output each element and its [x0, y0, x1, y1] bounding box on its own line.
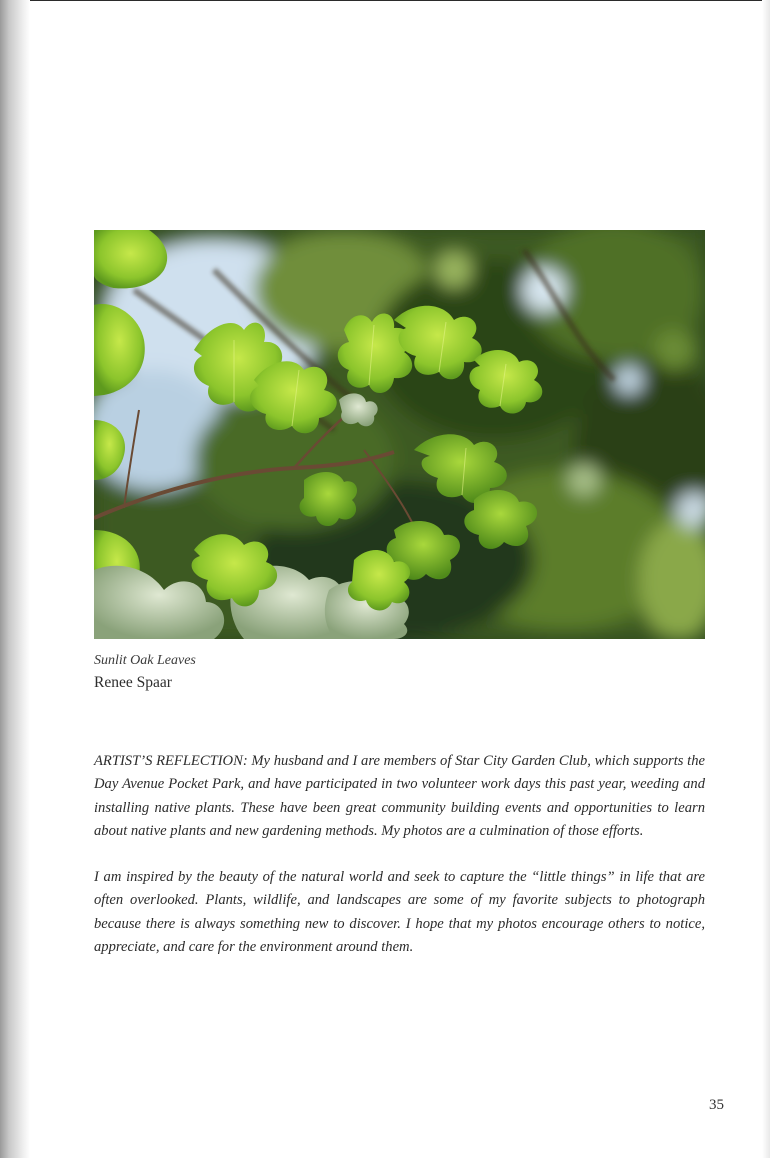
page-number: 35	[709, 1097, 724, 1113]
reflection-paragraph: I am inspired by the beauty of the natural world and seek to capture the “little things” in life that are often overlooked. Plants, wildlife, and landscapes are some of my favorite subjects to photograph because there is always something new to discover. I hope that my photos encourage others to notice, appreciate, and care for the environment around them.	[94, 869, 705, 956]
reflection-paragraph: ARTIST’S REFLECTION: My husband and I are members of Star City Garden Club, which supports the Day Avenue Pocket Park, and have participated in two volunteer work days this past year, weeding and installing native plants. These have been great community building events and opportunities to learn about native plants and new gardening methods. My photos are a culmination of those efforts.	[94, 753, 705, 839]
oak-leaves-photo	[94, 230, 705, 639]
page-edge-shadow	[762, 0, 770, 1158]
top-border	[0, 0, 770, 1]
photo-title: Sunlit Oak Leaves	[94, 653, 196, 668]
artist-name: Renee Spaar	[94, 674, 172, 691]
binding-gutter-shadow	[0, 0, 30, 1158]
artist-reflection	[94, 750, 705, 982]
